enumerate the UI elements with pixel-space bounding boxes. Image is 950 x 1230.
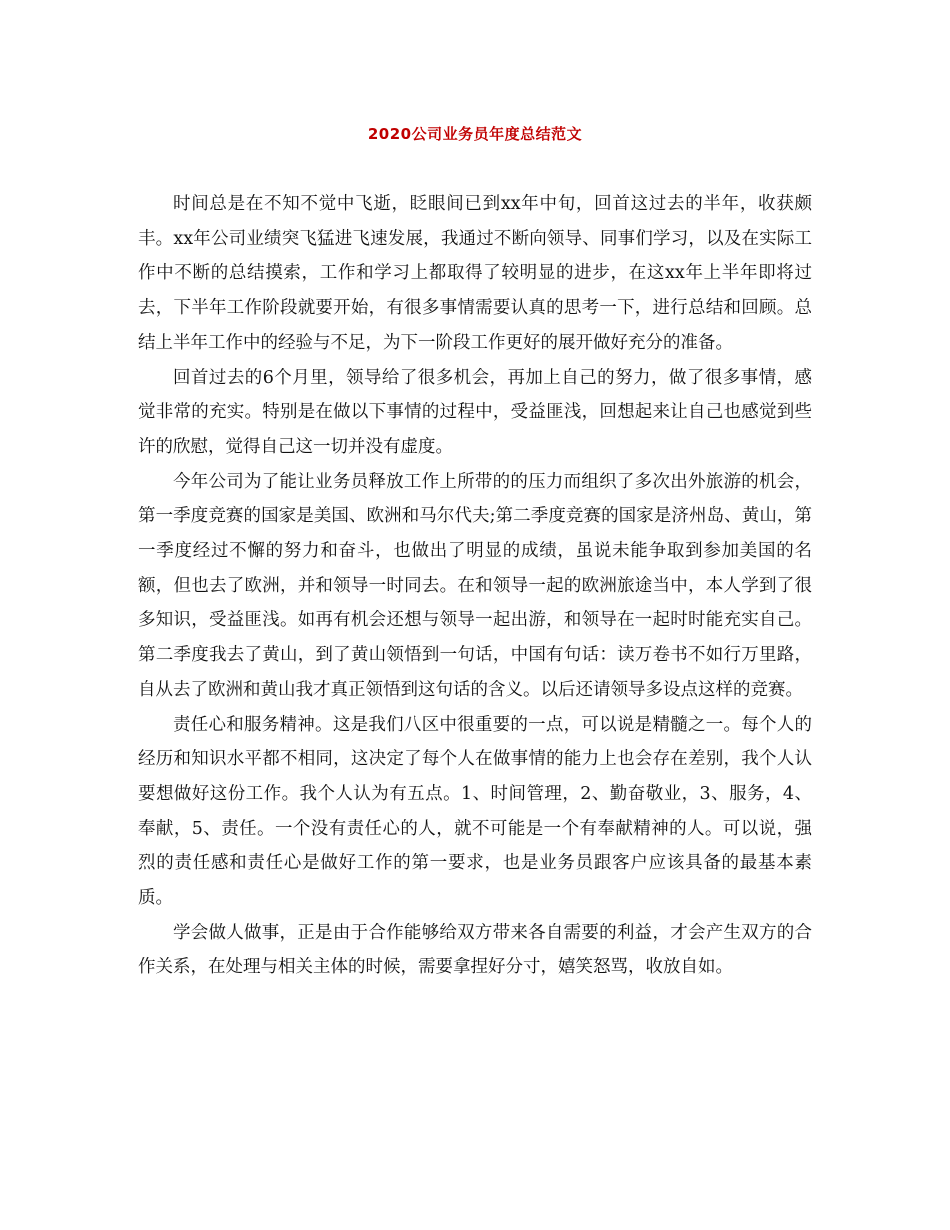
paragraph: 责任心和服务精神。这是我们八区中很重要的一点，可以说是精髓之一。每个人的经历和知识水平都不相同，这决定了每个人在做事情的能力上也会存在差别，我个人认要想做好这份工作。我个人认为有五点。1、时间管理，2、勤奋敬业，3、服务，4、奉献，5、责任。一个没有责任心的人，就不可能是一个有奉献精神的人。可以说，强烈的责任感和责任心是做好工作的第一要求，也是业务员跟客户应该具备的最基本素质。 [138, 714, 812, 909]
document-title: 2020公司业务员年度总结范文 [367, 125, 583, 143]
paragraph: 今年公司为了能让业务员释放工作上所带的的压力而组织了多次出外旅游的机会，第一季度竞赛的国家是美国、欧洲和马尔代夫;第二季度竞赛的国家是济州岛、黄山，第一季度经过不懈的努力和奋斗，也做出了明显的成绩，虽说未能争取到参加美国的名额，但也去了欧洲，并和领导一时同去。在和领导一起的欧洲旅途当中，本人学到了很多知识，受益匪浅。如再有机会还想与领导一起出游，和领导在一起时时能充实自己。第二季度我去了黄山，到了黄山领悟到一句话，中国有句话：读万卷书不如行万里路，自从去了欧洲和黄山我才真正领悟到这句话的含义。以后还请领导多设点这样的竞赛。 [138, 471, 812, 700]
paragraph: 回首过去的6个月里，领导给了很多机会，再加上自己的努力，做了很多事情，感觉非常的充实。特别是在做以下事情的过程中，受益匪浅，回想起来让自己也感觉到些许的欣慰，觉得自己这一切并没有虚度。 [138, 367, 812, 457]
paragraph: 时间总是在不知不觉中飞逝，眨眼间已到xx年中旬，回首这过去的半年，收获颇丰。xx年公司业绩突飞猛进飞速发展，我通过不断向领导、同事们学习，以及在实际工作中不断的总结摸索，工作和学习上都取得了较明显的进步，在这xx年上半年即将过去，下半年工作阶段就要开始，有很多事情需要认真的思考一下，进行总结和回顾。总结上半年工作中的经验与不足，为下一阶段工作更好的展开做好充分的准备。 [138, 194, 812, 353]
document-body [138, 187, 812, 985]
paragraph: 学会做人做事，正是由于合作能够给双方带来各自需要的利益，才会产生双方的合作关系，在处理与相关主体的时候，需要拿捏好分寸，嬉笑怒骂，收放自如。 [138, 922, 812, 978]
